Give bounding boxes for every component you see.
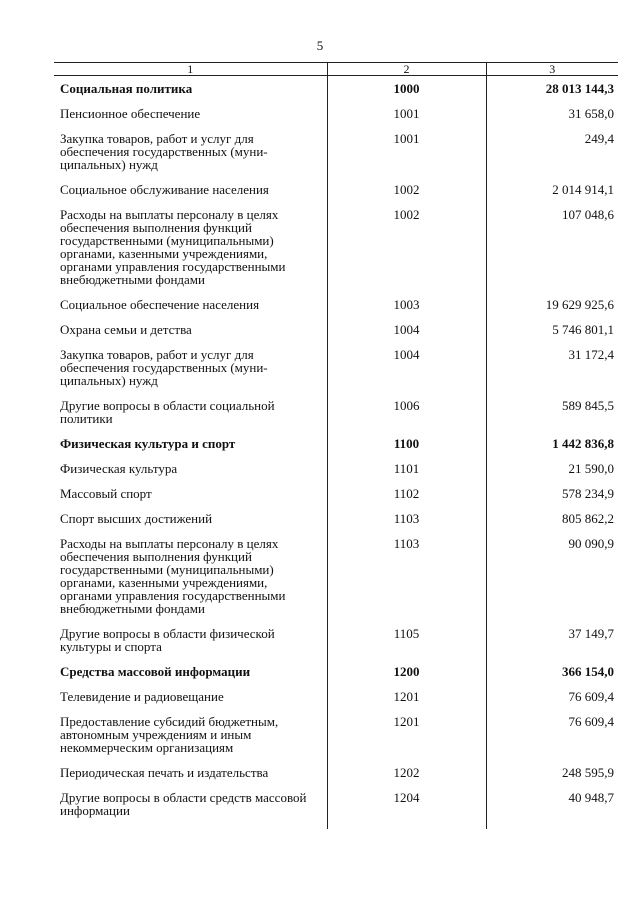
row-amount-cell: 90 090,9 [568, 536, 614, 551]
row-amount-cell: 249,4 [584, 131, 614, 146]
row-name-cell: Социальное обеспечение населения [60, 297, 260, 312]
row-amount-cell: 19 629 925,6 [545, 297, 614, 312]
row-name-cell: Другие вопросы в области физической культуры и спорта [60, 626, 275, 654]
row-name-cell: Другие вопросы в области средств массовой информации [60, 790, 307, 818]
table-body [54, 76, 618, 830]
row-code-cell: 1001 [327, 107, 486, 132]
row-name-cell: Расходы на выплаты персоналу в целях обеспечения выполнения функций государственными (муниципальными) органами, казенными учреждениями, органами управления государственными внебюджетными фондами [60, 207, 286, 287]
row-name-cell: Социальное обслуживание населения [60, 182, 269, 197]
column-header-2: 2 [327, 63, 486, 76]
row-code-cell: 1103 [327, 537, 486, 627]
table-header-row [54, 63, 618, 76]
table-row [54, 487, 618, 512]
row-amount-cell: 31 658,0 [568, 106, 614, 121]
row-name-cell: Физическая культура [60, 461, 178, 476]
row-name-cell: Пенсионное обеспечение [60, 106, 201, 121]
table-section-row [54, 76, 618, 108]
row-name-cell: Закупка товаров, работ и услуг для обеспечения государственных (муни-ципальных) нужд [60, 347, 268, 388]
row-name-cell: Предоставление субсидий бюджетным, автономным учреждениям и иным некоммерческим организациям [60, 714, 279, 755]
row-code-cell: 1201 [327, 690, 486, 715]
row-code-cell: 1200 [327, 665, 486, 690]
row-code-cell: 1204 [327, 791, 486, 829]
row-amount-cell: 5 746 801,1 [552, 322, 614, 337]
budget-table [54, 62, 618, 829]
table-row [54, 323, 618, 348]
row-code-cell: 1101 [327, 462, 486, 487]
row-code-cell: 1002 [327, 183, 486, 208]
table-row [54, 132, 618, 183]
row-code-cell: 1004 [327, 348, 486, 399]
table-row [54, 512, 618, 537]
row-amount-cell: 805 862,2 [562, 511, 614, 526]
row-amount-cell: 578 234,9 [562, 486, 614, 501]
table-row [54, 715, 618, 766]
table-section-row [54, 665, 618, 690]
table-row [54, 627, 618, 665]
row-code-cell: 1102 [327, 487, 486, 512]
table-row [54, 537, 618, 627]
column-header-1: 1 [54, 63, 327, 76]
row-code-cell: 1002 [327, 208, 486, 298]
row-code-cell: 1000 [327, 76, 486, 108]
row-amount-cell: 76 609,4 [568, 714, 614, 729]
row-amount-cell: 1 442 836,8 [552, 436, 614, 451]
row-code-cell: 1100 [327, 437, 486, 462]
row-amount-cell: 2 014 914,1 [552, 182, 614, 197]
table-row [54, 690, 618, 715]
column-header-3: 3 [486, 63, 618, 76]
table-row [54, 183, 618, 208]
row-name-cell: Социальная политика [60, 81, 193, 96]
row-name-cell: Физическая культура и спорт [60, 436, 236, 451]
table-row [54, 348, 618, 399]
row-code-cell: 1103 [327, 512, 486, 537]
row-code-cell: 1201 [327, 715, 486, 766]
table-row [54, 208, 618, 298]
row-code-cell: 1003 [327, 298, 486, 323]
row-name-cell: Телевидение и радиовещание [60, 689, 224, 704]
row-name-cell: Средства массовой информации [60, 664, 251, 679]
page-number: 5 [316, 38, 324, 53]
row-amount-cell: 37 149,7 [568, 626, 614, 641]
row-name-cell: Массовый спорт [60, 486, 152, 501]
row-name-cell: Спорт высших достижений [60, 511, 213, 526]
row-name-cell: Другие вопросы в области социальной политики [60, 398, 275, 426]
row-amount-cell: 589 845,5 [562, 398, 614, 413]
row-code-cell: 1001 [327, 132, 486, 183]
row-amount-cell: 107 048,6 [562, 207, 614, 222]
table-row [54, 766, 618, 791]
table-section-row [54, 437, 618, 462]
row-amount-cell: 21 590,0 [568, 461, 614, 476]
table-row [54, 791, 618, 829]
row-name-cell: Расходы на выплаты персоналу в целях обеспечения выполнения функций государственными (муниципальными) органами, казенными учреждениями, органами управления государственными внебюджетными фондами [60, 536, 286, 616]
row-name-cell: Закупка товаров, работ и услуг для обеспечения государственных (муни-ципальных) нужд [60, 131, 268, 172]
table-row [54, 107, 618, 132]
row-amount-cell: 248 595,9 [562, 765, 614, 780]
table-row [54, 399, 618, 437]
table-row [54, 462, 618, 487]
row-amount-cell: 31 172,4 [568, 347, 614, 362]
row-amount-cell: 28 013 144,3 [545, 81, 614, 96]
table-row [54, 298, 618, 323]
row-amount-cell: 40 948,7 [568, 790, 614, 805]
row-amount-cell: 76 609,4 [568, 689, 614, 704]
row-code-cell: 1202 [327, 766, 486, 791]
row-name-cell: Периодическая печать и издательства [60, 765, 269, 780]
row-amount-cell: 366 154,0 [562, 664, 614, 679]
row-code-cell: 1004 [327, 323, 486, 348]
row-code-cell: 1006 [327, 399, 486, 437]
row-name-cell: Охрана семьи и детства [60, 322, 192, 337]
row-code-cell: 1105 [327, 627, 486, 665]
